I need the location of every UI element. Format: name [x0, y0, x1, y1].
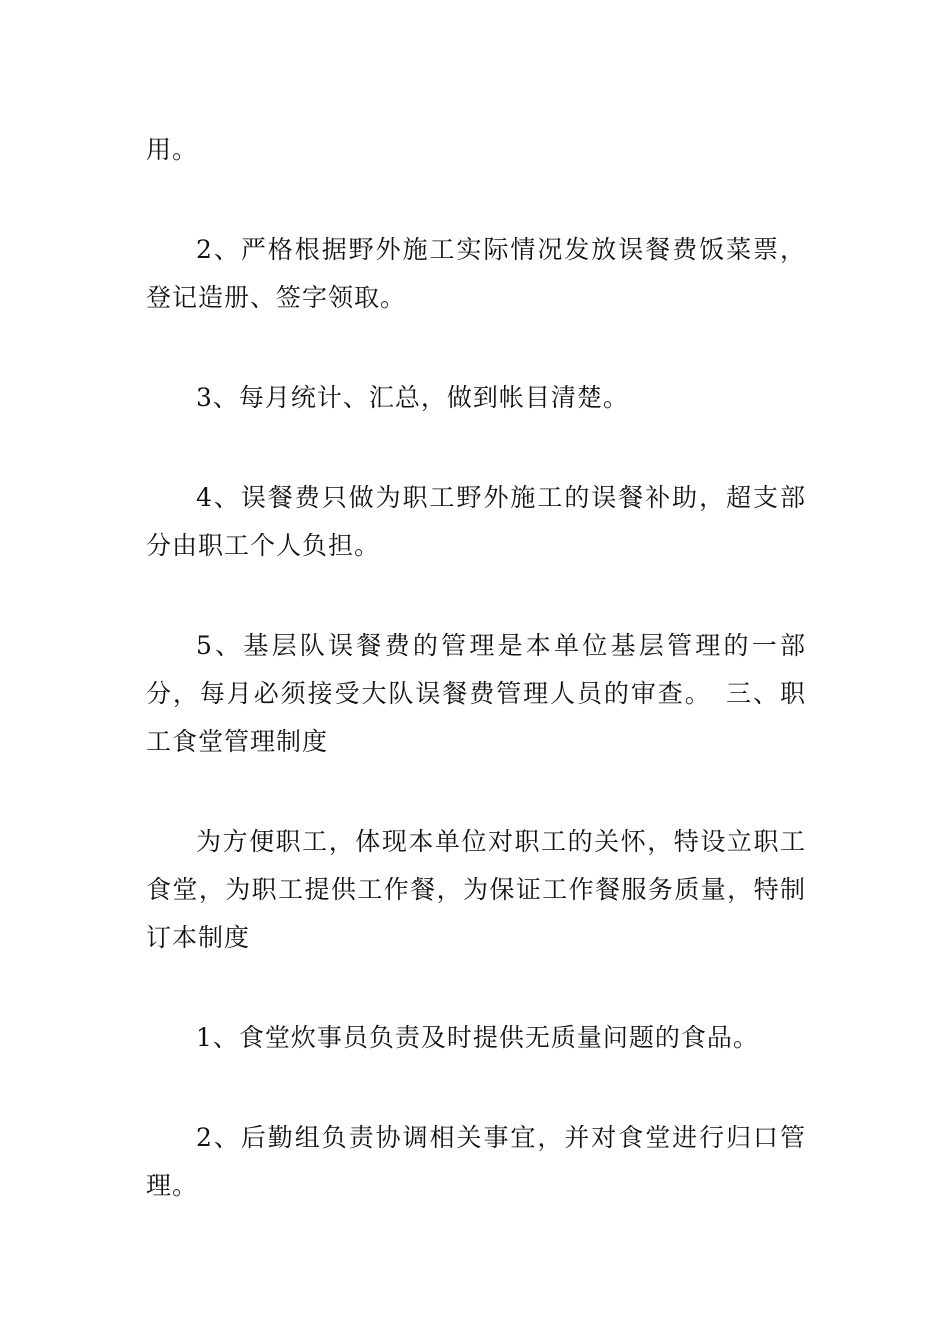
paragraph-canteen-item-1: 1、食堂炊事员负责及时提供无质量问题的食品。	[196, 1023, 759, 1052]
paragraph-item-4: 4、误餐费只做为职工野外施工的误餐补助，超支部分由职工个人负担。	[146, 483, 806, 560]
paragraph-item-5: 5、基层队误餐费的管理是本单位基层管理的一部分，每月必须接受大队误餐费管理人员的审查。 三、职工食堂管理制度	[146, 631, 806, 756]
document-body	[146, 126, 806, 1210]
paragraph-canteen-intro: 为方便职工，体现本单位对职工的关怀，特设立职工食堂，为职工提供工作餐，为保证工作餐服务质量，特制订本制度	[146, 827, 806, 952]
paragraph-continuation: 用。	[146, 135, 199, 164]
paragraph-item-3: 3、每月统计、汇总，做到帐目清楚。	[196, 383, 629, 412]
paragraph-canteen-item-2: 2、后勤组负责协调相关事宜，并对食堂进行归口管理。	[146, 1123, 806, 1200]
paragraph-item-2: 2、严格根据野外施工实际情况发放误餐费饭菜票，登记造册、签字领取。	[146, 235, 806, 312]
